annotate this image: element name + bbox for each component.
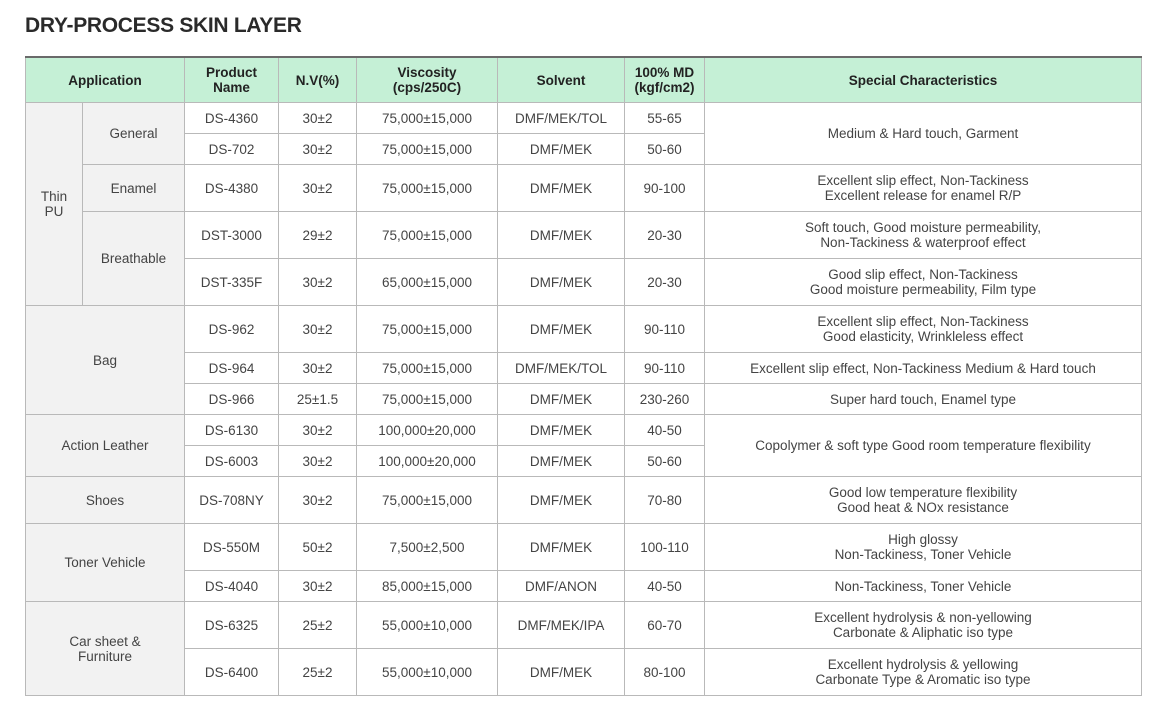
cell-special: Good low temperature flexibility Good heat & NOx resistance — [705, 477, 1142, 524]
cell-product: DS-702 — [185, 134, 279, 165]
table-row — [26, 602, 1142, 649]
table-row — [26, 477, 1142, 524]
cell-nv: 30±2 — [279, 571, 357, 602]
cell-solvent: DMF/MEK — [498, 649, 625, 696]
cell-nv: 30±2 — [279, 446, 357, 477]
cell-product: DS-4360 — [185, 103, 279, 134]
cell-nv: 30±2 — [279, 259, 357, 306]
cell-nv: 30±2 — [279, 103, 357, 134]
cell-solvent: DMF/MEK — [498, 415, 625, 446]
cell-viscosity: 100,000±20,000 — [357, 446, 498, 477]
header-solvent: Solvent — [498, 57, 625, 103]
cell-md: 80-100 — [625, 649, 705, 696]
cell-product: DS-6325 — [185, 602, 279, 649]
cell-viscosity: 7,500±2,500 — [357, 524, 498, 571]
cell-viscosity: 75,000±15,000 — [357, 384, 498, 415]
cell-viscosity: 75,000±15,000 — [357, 165, 498, 212]
group-shoes: Shoes — [26, 477, 185, 524]
cell-solvent: DMF/MEK — [498, 134, 625, 165]
cell-viscosity: 100,000±20,000 — [357, 415, 498, 446]
cell-special: Medium & Hard touch, Garment — [705, 103, 1142, 165]
cell-md: 90-110 — [625, 353, 705, 384]
cell-product: DS-6130 — [185, 415, 279, 446]
cell-md: 40-50 — [625, 571, 705, 602]
table-row — [26, 212, 1142, 259]
cell-product: DS-708NY — [185, 477, 279, 524]
header-nv: N.V(%) — [279, 57, 357, 103]
cell-md: 40-50 — [625, 415, 705, 446]
group-toner-vehicle: Toner Vehicle — [26, 524, 185, 602]
cell-viscosity: 75,000±15,000 — [357, 477, 498, 524]
cell-md: 20-30 — [625, 212, 705, 259]
table-row — [26, 384, 1142, 415]
cell-product: DST-3000 — [185, 212, 279, 259]
cell-viscosity: 75,000±15,000 — [357, 134, 498, 165]
cell-md: 100-110 — [625, 524, 705, 571]
cell-solvent: DMF/MEK — [498, 477, 625, 524]
header-md: 100% MD (kgf/cm2) — [625, 57, 705, 103]
cell-viscosity: 65,000±15,000 — [357, 259, 498, 306]
cell-special: Non-Tackiness, Toner Vehicle — [705, 571, 1142, 602]
group-bag: Bag — [26, 306, 185, 415]
cell-special: Excellent slip effect, Non-Tackiness Good elasticity, Wrinkleless effect — [705, 306, 1142, 353]
cell-special: Excellent slip effect, Non-Tackiness Medium & Hard touch — [705, 353, 1142, 384]
cell-product: DS-966 — [185, 384, 279, 415]
cell-viscosity: 75,000±15,000 — [357, 353, 498, 384]
cell-special: Soft touch, Good moisture permeability, Non-Tackiness & waterproof effect — [705, 212, 1142, 259]
cell-nv: 25±2 — [279, 649, 357, 696]
table-row — [26, 649, 1142, 696]
product-spec-table — [25, 56, 1142, 696]
cell-viscosity: 85,000±15,000 — [357, 571, 498, 602]
cell-md: 90-100 — [625, 165, 705, 212]
cell-nv: 29±2 — [279, 212, 357, 259]
table-row — [26, 165, 1142, 212]
cell-special: Super hard touch, Enamel type — [705, 384, 1142, 415]
cell-solvent: DMF/MEK — [498, 524, 625, 571]
cell-product: DS-4040 — [185, 571, 279, 602]
cell-nv: 25±1.5 — [279, 384, 357, 415]
cell-solvent: DMF/MEK — [498, 384, 625, 415]
cell-md: 50-60 — [625, 446, 705, 477]
cell-solvent: DMF/MEK — [498, 212, 625, 259]
cell-solvent: DMF/MEK — [498, 306, 625, 353]
cell-md: 230-260 — [625, 384, 705, 415]
table-row — [26, 415, 1142, 446]
cell-nv: 30±2 — [279, 306, 357, 353]
cell-special: Excellent hydrolysis & yellowing Carbonate Type & Aromatic iso type — [705, 649, 1142, 696]
cell-nv: 30±2 — [279, 477, 357, 524]
cell-md: 90-110 — [625, 306, 705, 353]
cell-solvent: DMF/MEK/TOL — [498, 353, 625, 384]
cell-md: 50-60 — [625, 134, 705, 165]
cell-special: Excellent slip effect, Non-Tackiness Excellent release for enamel R/P — [705, 165, 1142, 212]
table-header-row — [26, 57, 1142, 103]
table-row — [26, 306, 1142, 353]
cell-solvent: DMF/MEK/TOL — [498, 103, 625, 134]
cell-solvent: DMF/MEK — [498, 165, 625, 212]
subgroup-breathable: Breathable — [83, 212, 185, 306]
header-product-name: Product Name — [185, 57, 279, 103]
cell-product: DS-550M — [185, 524, 279, 571]
cell-solvent: DMF/MEK — [498, 259, 625, 306]
cell-nv: 50±2 — [279, 524, 357, 571]
cell-special: Good slip effect, Non-Tackiness Good moisture permeability, Film type — [705, 259, 1142, 306]
group-thin-pu: Thin PU — [26, 103, 83, 306]
cell-nv: 30±2 — [279, 134, 357, 165]
header-special: Special Characteristics — [705, 57, 1142, 103]
group-car-sheet-furniture: Car sheet & Furniture — [26, 602, 185, 696]
cell-product: DS-6400 — [185, 649, 279, 696]
cell-nv: 30±2 — [279, 415, 357, 446]
cell-md: 60-70 — [625, 602, 705, 649]
cell-solvent: DMF/MEK — [498, 446, 625, 477]
table-row — [26, 259, 1142, 306]
cell-viscosity: 75,000±15,000 — [357, 306, 498, 353]
cell-product: DS-6003 — [185, 446, 279, 477]
cell-special: Copolymer & soft type Good room temperature flexibility — [705, 415, 1142, 477]
subgroup-general: General — [83, 103, 185, 165]
cell-special: High glossy Non-Tackiness, Toner Vehicle — [705, 524, 1142, 571]
cell-md: 20-30 — [625, 259, 705, 306]
subgroup-enamel: Enamel — [83, 165, 185, 212]
cell-special: Excellent hydrolysis & non-yellowing Carbonate & Aliphatic iso type — [705, 602, 1142, 649]
table-row — [26, 353, 1142, 384]
page-title: DRY-PROCESS SKIN LAYER — [25, 14, 302, 37]
cell-nv: 25±2 — [279, 602, 357, 649]
cell-product: DS-4380 — [185, 165, 279, 212]
cell-nv: 30±2 — [279, 165, 357, 212]
cell-viscosity: 55,000±10,000 — [357, 649, 498, 696]
cell-solvent: DMF/ANON — [498, 571, 625, 602]
cell-solvent: DMF/MEK/IPA — [498, 602, 625, 649]
cell-md: 55-65 — [625, 103, 705, 134]
header-application: Application — [26, 57, 185, 103]
table-row — [26, 524, 1142, 571]
cell-viscosity: 55,000±10,000 — [357, 602, 498, 649]
cell-product: DS-964 — [185, 353, 279, 384]
group-action-leather: Action Leather — [26, 415, 185, 477]
cell-viscosity: 75,000±15,000 — [357, 212, 498, 259]
cell-product: DS-962 — [185, 306, 279, 353]
cell-nv: 30±2 — [279, 353, 357, 384]
cell-viscosity: 75,000±15,000 — [357, 103, 498, 134]
cell-product: DST-335F — [185, 259, 279, 306]
cell-md: 70-80 — [625, 477, 705, 524]
header-viscosity: Viscosity (cps/250C) — [357, 57, 498, 103]
table-row — [26, 103, 1142, 134]
table-row — [26, 571, 1142, 602]
